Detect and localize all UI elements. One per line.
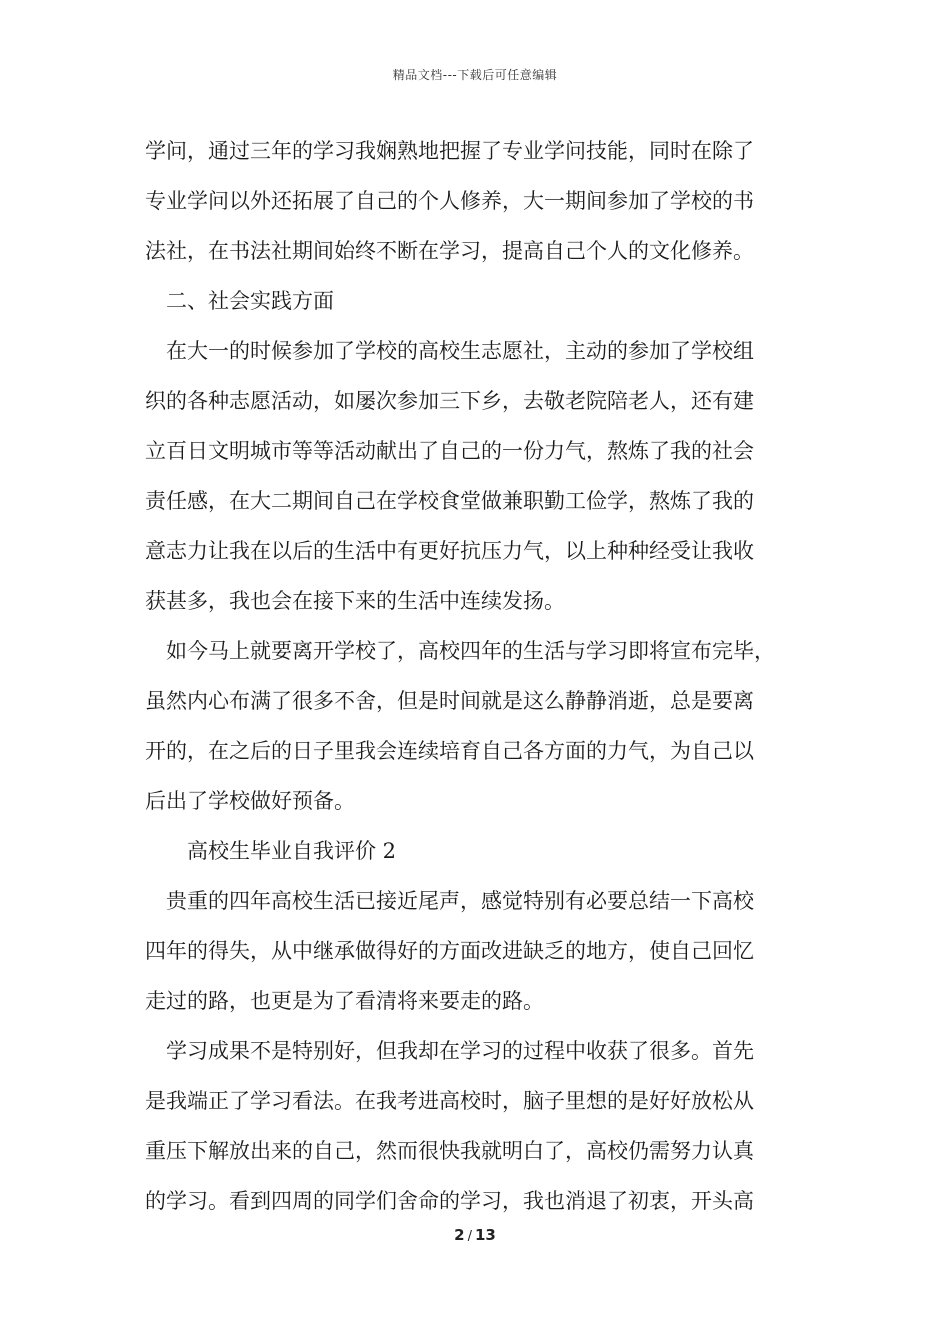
text-line: 四年的得失，从中继承做得好的方面改进缺乏的地方，使自己回忆 <box>145 939 754 963</box>
total-pages: 13 <box>474 1226 496 1244</box>
text-line: 后出了学校做好预备。 <box>145 789 355 813</box>
text-line: 织的各种志愿活动，如屡次参加三下乡，去敬老院陪老人，还有建 <box>145 389 754 413</box>
text-line: 贵重的四年高校生活已接近尾声，感觉特别有必要总结一下高校 <box>166 889 754 913</box>
text-line: 如今马上就要离开学校了，高校四年的生活与学习即将宣布完毕， <box>166 639 775 663</box>
text-line: 二、社会实践方面 <box>166 289 334 313</box>
text-line: 重压下解放出来的自己，然而很快我就明白了，高校仍需努力认真 <box>145 1139 754 1163</box>
text-line: 在大一的时候参加了学校的高校生志愿社，主动的参加了学校组 <box>166 339 754 363</box>
text-line: 获甚多，我也会在接下来的生活中连续发扬。 <box>145 589 565 613</box>
text-line: 专业学问以外还拓展了自己的个人修养，大一期间参加了学校的书 <box>145 189 754 213</box>
page-number <box>0 1226 950 1244</box>
text-line: 法社，在书法社期间始终不断在学习，提高自己个人的文化修养。 <box>145 239 754 263</box>
section-title: 高校生毕业自我评价 2 <box>187 839 397 863</box>
text-line: 责任感，在大二期间自己在学校食堂做兼职勤工俭学，熬炼了我的 <box>145 489 754 513</box>
text-line: 走过的路，也更是为了看清将来要走的路。 <box>145 989 544 1013</box>
page-header: 精品文档---下载后可任意编辑 <box>392 68 558 82</box>
text-line: 学问，通过三年的学习我娴熟地把握了专业学问技能，同时在除了 <box>145 139 754 163</box>
page-separator: / <box>467 1229 472 1244</box>
text-line: 是我端正了学习看法。在我考进高校时，脑子里想的是好好放松从 <box>145 1089 754 1113</box>
text-line: 立百日文明城市等等活动献出了自己的一份力气，熬炼了我的社会 <box>145 439 754 463</box>
text-line: 学习成果不是特别好，但我却在学习的过程中收获了很多。首先 <box>166 1039 754 1063</box>
text-line: 的学习。看到四周的同学们舍命的学习，我也消退了初衷，开头高 <box>145 1189 754 1213</box>
text-line: 开的，在之后的日子里我会连续培育自己各方面的力气，为自己以 <box>145 739 754 763</box>
text-line: 虽然内心布满了很多不舍，但是时间就是这么静静消逝，总是要离 <box>145 689 754 713</box>
text-line: 意志力让我在以后的生活中有更好抗压力气，以上种种经受让我收 <box>145 539 754 563</box>
current-page: 2 <box>454 1226 465 1244</box>
document-body <box>145 126 817 1226</box>
